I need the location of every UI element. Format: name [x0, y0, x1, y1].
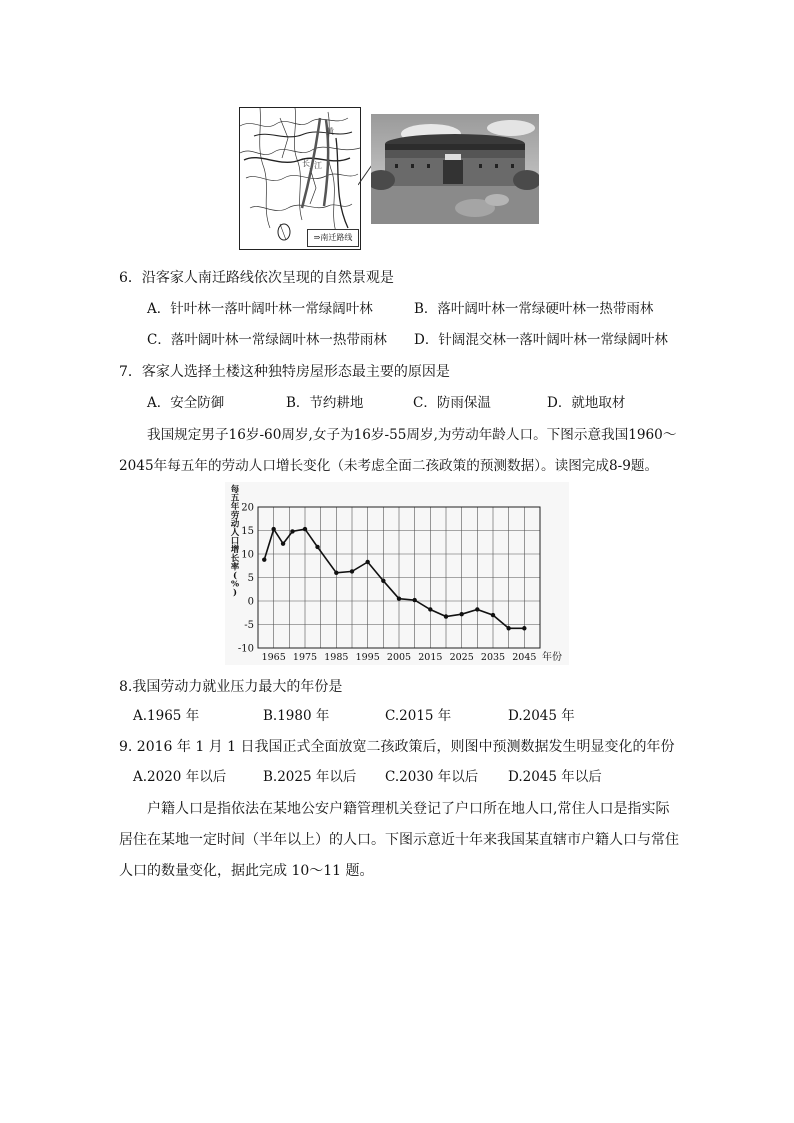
y-tick-label: -5: [244, 620, 254, 631]
data-point: [381, 579, 385, 583]
q6-stem: 6．沿客家人南迁路线依次呈现的自然景观是: [119, 270, 394, 286]
y-tick-label: 5: [247, 573, 254, 584]
data-point: [315, 545, 319, 549]
y-tick-label: 15: [241, 526, 254, 537]
intro3-line2: 居住在某地一定时间（半年以上）的人口。下图示意近十年来我国某直辖市户籍人口与常住: [119, 832, 679, 848]
map-label-3: 江: [314, 161, 322, 170]
data-point: [428, 607, 432, 611]
y-tick-label: 20: [241, 502, 254, 514]
y-axis-label-char: 动: [230, 519, 240, 530]
q9-option-a: A.2020 年以后: [133, 769, 227, 785]
q6-option-c: C．落叶阔叶林一常绿阔叶林一热带雨林: [147, 332, 387, 348]
y-tick-label: 0: [247, 596, 254, 608]
q8-option-a: A.1965 年: [133, 708, 200, 724]
y-axis-label-char: 率: [230, 562, 240, 573]
y-axis-label-char: 增: [230, 545, 240, 556]
q7-stem: 7．客家人选择土楼这种独特房屋形态最主要的原因是: [119, 364, 450, 380]
q7-option-b: B．节约耕地: [286, 395, 364, 411]
data-point: [459, 612, 463, 616]
intro2-line2: 2045年每五年的劳动人口增长变化（未考虑全面二孩政策的预测数据）。读图完成8-9题。: [119, 458, 659, 474]
data-point: [303, 527, 307, 531]
q7-option-d: D．就地取材: [547, 395, 626, 411]
data-point: [522, 626, 526, 630]
x-tick-label: 1965: [261, 652, 286, 663]
data-point: [281, 541, 285, 545]
q9-stem: 9. 2016 年 1 月 1 日我国正式全面放宽二孩政策后，则图中预测数据发生明显变化的年份: [119, 739, 675, 755]
x-tick-label: 2045: [512, 652, 537, 663]
data-point: [444, 614, 448, 618]
tulou-photo: [371, 114, 539, 224]
data-point: [412, 598, 416, 602]
data-point: [271, 527, 275, 531]
data-point: [350, 569, 354, 573]
y-axis-label-char: 每: [230, 485, 240, 495]
y-axis-label-char: 劳: [230, 510, 240, 521]
map-label-1: 黄: [326, 127, 334, 136]
y-axis-label-char: 人: [230, 528, 240, 538]
legend-label: 南迁路线: [320, 233, 353, 242]
data-point: [397, 596, 401, 600]
map-label-2: 长: [302, 159, 310, 168]
y-axis-label-char: ): [232, 588, 238, 599]
q6-option-d: D．针阔混交林一落叶阔叶林一常绿阔叶林: [414, 332, 668, 348]
y-axis-label-char: 长: [230, 553, 240, 564]
x-tick-label: 2015: [418, 652, 443, 663]
data-point: [262, 557, 266, 561]
intro3-line3: 人口的数量变化，据此完成 10～11 题。: [119, 863, 374, 879]
y-axis-label-char: 五: [230, 493, 240, 504]
data-point: [290, 529, 294, 533]
q8-stem: 8.我国劳动力就业压力最大的年份是: [119, 679, 343, 695]
q7-option-a: A．安全防御: [147, 395, 225, 411]
data-point: [334, 571, 338, 575]
y-axis-label-char: (: [232, 571, 238, 581]
x-tick-label: 2005: [386, 652, 412, 663]
map-drawing: [240, 108, 360, 249]
q9-option-d: D.2045 年以后: [508, 769, 602, 785]
legend-arrow-icon: ⇒: [313, 233, 321, 242]
data-point: [506, 626, 510, 630]
q6-option-a: A．针叶林一落叶阔叶林一常绿阔叶林: [147, 301, 373, 317]
map-legend: [307, 229, 359, 247]
x-tick-label: 1985: [324, 652, 349, 663]
y-axis-label-char: %: [230, 579, 240, 590]
x-tick-label: 1975: [292, 652, 318, 663]
y-tick-label: 10: [241, 549, 254, 561]
intro3-line1: 户籍人口是指依法在某地公安户籍管理机关登记了户口所在地人口,常住人口是指实际: [147, 801, 670, 817]
q6-option-b: B．落叶阔叶林一常绿硬叶林一热带雨林: [414, 301, 654, 317]
x-axis-label: 年份: [542, 652, 562, 663]
data-point: [365, 560, 369, 564]
intro2-line1: 我国规定男子16岁-60周岁,女子为16岁-55周岁,为劳动年龄人口。下图示意我国1960～: [147, 427, 677, 443]
y-tick-label: -10: [237, 643, 254, 655]
y-axis-label-char: 年: [230, 502, 240, 513]
x-tick-label: 2035: [480, 652, 506, 663]
labor-growth-chart: [225, 482, 569, 665]
series-line: [264, 529, 524, 628]
x-tick-label: 2025: [449, 652, 474, 663]
y-axis-label-char: 口: [230, 536, 240, 547]
data-point: [475, 607, 479, 611]
q9-option-c: C.2030 年以后: [385, 769, 479, 785]
data-point: [491, 613, 495, 617]
q9-option-b: B.2025 年以后: [263, 769, 357, 785]
chart-svg: [225, 482, 569, 665]
q8-option-b: B.1980 年: [263, 708, 330, 724]
q8-option-c: C.2015 年: [385, 708, 452, 724]
x-tick-label: 1995: [355, 652, 380, 663]
q7-option-c: C．防雨保温: [413, 395, 491, 411]
q8-option-d: D.2045 年: [508, 708, 575, 724]
